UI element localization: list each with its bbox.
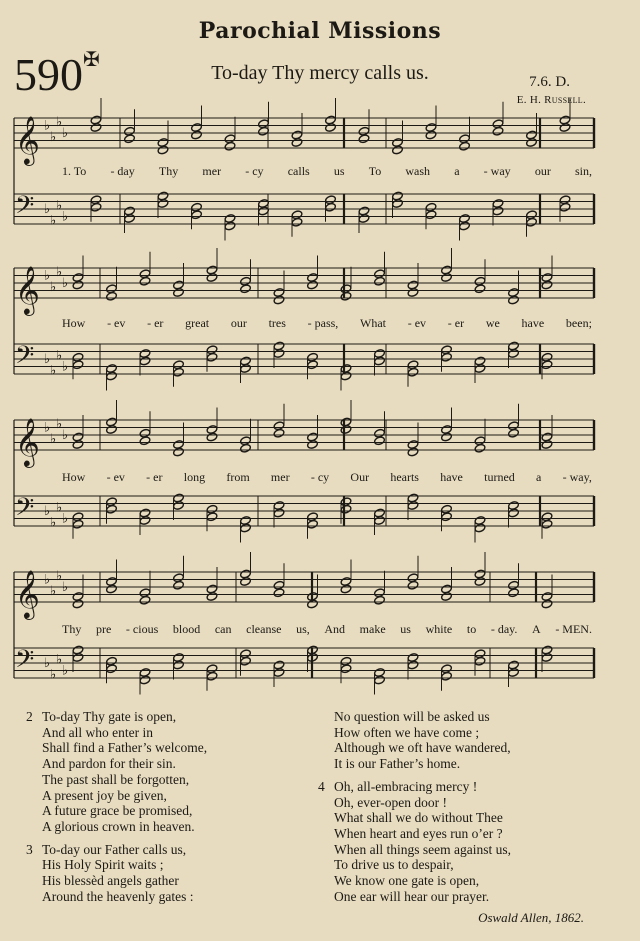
- note-head: [340, 664, 352, 674]
- flat-sign: ♭: [44, 201, 51, 216]
- lyric-syllable: can: [214, 622, 232, 636]
- note-head: [240, 284, 252, 294]
- lyric-syllable: long: [183, 470, 206, 484]
- flat-sign: ♭: [50, 278, 57, 294]
- verse-line: [318, 810, 618, 826]
- note-head: [441, 432, 453, 442]
- note-head: [374, 276, 386, 286]
- verse-line: [318, 740, 618, 756]
- flat-sign: ♭: [44, 267, 51, 283]
- note-head: [325, 123, 337, 133]
- note-head: [474, 284, 486, 294]
- note-head: [508, 508, 520, 518]
- note-head: [407, 660, 419, 670]
- note-head: [72, 653, 84, 663]
- note-head: [307, 599, 319, 609]
- note-head: [206, 592, 218, 602]
- stanza: [26, 709, 306, 835]
- verse-text: A present joy be given,: [42, 787, 167, 803]
- note-head: [157, 199, 169, 209]
- note-head: [407, 288, 419, 298]
- note-head: [474, 577, 486, 587]
- lyric-syllable: - way,: [562, 470, 592, 484]
- note-head: [392, 199, 404, 209]
- verse-line: [318, 779, 618, 795]
- note-head: [273, 508, 285, 518]
- treble-clef: 𝄞: [15, 265, 40, 314]
- note-head: [374, 595, 386, 605]
- note-head: [72, 599, 84, 609]
- flat-sign: ♭: [56, 651, 63, 667]
- note-head: [273, 588, 285, 598]
- section-title: Parochial Missions: [198, 18, 442, 44]
- lyric-syllable: - way: [483, 164, 511, 178]
- note-head: [206, 671, 218, 681]
- lyric-syllable: white: [425, 622, 453, 636]
- lyric-syllable: - day: [110, 164, 135, 178]
- note-head: [240, 656, 252, 666]
- note-head: [240, 523, 252, 533]
- verse-line: [26, 772, 306, 788]
- lyric-syllable: us: [333, 164, 345, 178]
- verse-line: [318, 795, 618, 811]
- verse-text: Oh, all-embracing mercy !: [334, 778, 478, 794]
- verse-line: [318, 873, 618, 889]
- lyric-syllable: 1. To: [62, 164, 87, 178]
- verse-text: No question will be asked us: [334, 709, 490, 724]
- verse-text: Around the heavenly gates :: [42, 888, 194, 904]
- note-head: [441, 671, 453, 681]
- lyric-syllable: sin,: [574, 164, 592, 178]
- note-head: [106, 584, 118, 594]
- note-head: [206, 432, 218, 442]
- note-head: [106, 425, 118, 435]
- lyric-syllable: blood: [172, 622, 201, 636]
- author-name: Oswald Allen,: [478, 910, 552, 925]
- verse-text: How often we have come ;: [334, 724, 480, 740]
- note-head: [224, 221, 236, 231]
- verse-text: His blessèd angels gather: [42, 873, 179, 889]
- note-head: [492, 206, 504, 216]
- lyric-line: [62, 470, 592, 485]
- note-head: [340, 291, 352, 301]
- lyric-syllable: And: [324, 622, 346, 636]
- lyric-line: [62, 622, 592, 637]
- verse-text: And pardon for their sin.: [42, 756, 176, 772]
- note-head: [407, 501, 419, 511]
- lyric-syllable: wash: [405, 164, 431, 178]
- flat-sign: ♭: [44, 571, 51, 587]
- meter: 7.6. D.: [529, 74, 570, 90]
- flat-sign: ♭: [44, 351, 51, 366]
- note-head: [474, 364, 486, 374]
- flat-sign: ♭: [50, 582, 57, 598]
- stanza: [318, 709, 618, 772]
- note-head: [273, 668, 285, 678]
- flat-sign: ♭: [62, 275, 69, 290]
- verses-left: [26, 709, 306, 911]
- lyric-syllable: To: [368, 164, 382, 178]
- flat-sign: ♭: [62, 125, 69, 140]
- lyric-syllable: - cy: [245, 164, 264, 178]
- note-head: [240, 577, 252, 587]
- note-head: [139, 675, 151, 685]
- verse-line: [26, 819, 306, 835]
- flat-sign: ♭: [62, 358, 69, 374]
- lyric-syllable: hearts: [390, 470, 419, 484]
- note-head: [474, 443, 486, 453]
- author-year: 1862.: [554, 910, 584, 925]
- note-head: [206, 352, 218, 362]
- note-head: [474, 656, 486, 666]
- flat-sign: ♭: [44, 117, 51, 133]
- hymn-title: To-day Thy mercy calls us.: [211, 62, 429, 84]
- verse-text: To-day Thy gate is open,: [42, 709, 177, 724]
- note-head: [441, 512, 453, 522]
- note-head: [526, 217, 538, 227]
- note-head: [106, 664, 118, 674]
- verse-text: We know one gate is open,: [334, 873, 480, 889]
- note-head: [374, 675, 386, 685]
- flat-sign: ♭: [50, 514, 57, 530]
- lyric-syllable: mer: [270, 470, 290, 484]
- verse-line: [26, 873, 306, 889]
- verse-text: His Holy Spirit waits ;: [42, 857, 164, 873]
- verse-text: When all things seem against us,: [334, 841, 511, 857]
- verse-text: The past shall be forgotten,: [42, 771, 190, 787]
- lyric-syllable: pre: [95, 622, 112, 636]
- cross-mark: ✠: [83, 49, 100, 71]
- verse-text: Although we oft have wandered,: [334, 740, 511, 756]
- lyric-line: [62, 316, 592, 331]
- lyric-syllable: us,: [296, 622, 310, 636]
- lyric-syllable: make: [359, 622, 386, 636]
- verse-text: To drive us to despair,: [334, 857, 454, 873]
- note-head: [459, 221, 471, 231]
- note-head: [340, 504, 352, 514]
- flat-sign: ♭: [56, 347, 63, 363]
- composer: E. H. Russell.: [516, 94, 586, 106]
- verse-number: 4: [318, 778, 325, 794]
- lyric-line: [62, 164, 592, 179]
- lyric-syllable: a: [454, 164, 460, 178]
- verse-line: [318, 709, 618, 725]
- verse-line: [318, 826, 618, 842]
- note-head: [508, 349, 520, 359]
- stanza: [26, 842, 306, 905]
- note-head: [541, 360, 553, 370]
- flat-sign: ♭: [50, 128, 57, 144]
- bass-clef: 𝄢: [15, 493, 35, 528]
- note-head: [307, 280, 319, 290]
- note-head: [173, 447, 185, 457]
- note-head: [358, 134, 370, 144]
- verse-line: [26, 857, 306, 873]
- bass-clef: 𝄢: [15, 341, 35, 376]
- note-head: [240, 443, 252, 453]
- verses-right: [318, 709, 618, 911]
- note-head: [358, 214, 370, 224]
- lyric-syllable: a: [536, 470, 542, 484]
- lyric-syllable: - cy: [310, 470, 330, 484]
- lyric-syllable: tres: [268, 316, 286, 330]
- note-head: [541, 653, 553, 663]
- note-head: [340, 371, 352, 381]
- lyric-syllable: A: [532, 622, 541, 636]
- note-head: [273, 295, 285, 305]
- verse-line: [318, 725, 618, 741]
- lyric-syllable: from: [226, 470, 250, 484]
- verse-line: [26, 842, 306, 858]
- note-head: [307, 360, 319, 370]
- lyric-syllable: us: [400, 622, 411, 636]
- flat-sign: ♭: [56, 415, 63, 431]
- note-head: [340, 584, 352, 594]
- note-head: [541, 440, 553, 450]
- flat-sign: ♭: [56, 113, 63, 129]
- note-head: [508, 428, 520, 438]
- lyric-syllable: been;: [565, 316, 592, 330]
- note-head: [474, 523, 486, 533]
- note-head: [459, 141, 471, 151]
- verse-line: [318, 756, 618, 772]
- note-head: [374, 516, 386, 526]
- note-head: [291, 217, 303, 227]
- note-head: [541, 599, 553, 609]
- lyric-syllable: mer: [202, 164, 222, 178]
- lyric-syllable: - day.: [490, 622, 518, 636]
- note-head: [124, 214, 136, 224]
- note-head: [273, 349, 285, 359]
- note-head: [374, 436, 386, 446]
- note-head: [441, 592, 453, 602]
- flat-sign: ♭: [50, 362, 57, 378]
- lyric-syllable: our: [230, 316, 247, 330]
- note-head: [106, 291, 118, 301]
- note-head: [541, 519, 553, 529]
- lyric-syllable: Thy: [158, 164, 179, 178]
- lyric-syllable: great: [185, 316, 210, 330]
- flat-sign: ♭: [56, 263, 63, 279]
- note-head: [307, 440, 319, 450]
- note-head: [559, 123, 571, 133]
- note-head: [273, 428, 285, 438]
- note-head: [173, 288, 185, 298]
- flat-sign: ♭: [56, 499, 63, 515]
- lyric-syllable: - cious: [125, 622, 159, 636]
- verse-line: [318, 889, 618, 905]
- note-head: [173, 660, 185, 670]
- flat-sign: ♭: [44, 503, 51, 518]
- verse-text: And all who enter in: [42, 724, 153, 740]
- note-head: [106, 371, 118, 381]
- flat-sign: ♭: [44, 419, 51, 435]
- verse-text: A glorious crown in heaven.: [42, 818, 195, 834]
- note-head: [72, 360, 84, 370]
- verse-line: [26, 725, 306, 741]
- lyric-syllable: our: [534, 164, 551, 178]
- bass-clef: 𝄢: [15, 191, 35, 226]
- lyric-syllable: - er: [447, 316, 465, 330]
- lyric-syllable: What: [360, 316, 387, 330]
- lyric-syllable: Thy: [62, 622, 82, 636]
- flat-sign: ♭: [50, 666, 57, 682]
- flat-sign: ♭: [62, 662, 69, 678]
- verse-line: [318, 842, 618, 858]
- lyric-syllable: calls: [287, 164, 310, 178]
- lyric-syllable: - pass,: [307, 316, 339, 330]
- verse-number: 2: [26, 709, 33, 724]
- verse-line: [26, 788, 306, 804]
- note-head: [72, 440, 84, 450]
- note-head: [191, 210, 203, 220]
- note-head: [407, 447, 419, 457]
- lyric-syllable: we: [485, 316, 500, 330]
- treble-clef: 𝄞: [15, 115, 40, 164]
- note-head: [157, 145, 169, 155]
- flat-sign: ♭: [62, 579, 69, 594]
- verse-text: It is our Father’s home.: [334, 756, 461, 772]
- stanza: [318, 779, 618, 905]
- note-head: [206, 512, 218, 522]
- flat-sign: ♭: [62, 427, 69, 442]
- verse-text: Shall find a Father’s welcome,: [42, 740, 208, 756]
- note-head: [392, 145, 404, 155]
- note-head: [407, 580, 419, 590]
- note-head: [425, 130, 437, 140]
- note-head: [291, 138, 303, 148]
- verse-number: 3: [26, 841, 33, 857]
- note-head: [559, 202, 571, 212]
- note-head: [72, 519, 84, 529]
- note-head: [139, 356, 151, 366]
- verse-line: [26, 803, 306, 819]
- lyric-syllable: How: [62, 316, 86, 330]
- lyric-syllable: Our: [350, 470, 370, 484]
- verse-line: [26, 740, 306, 756]
- note-head: [173, 501, 185, 511]
- verse-line: [318, 857, 618, 873]
- note-head: [124, 134, 136, 144]
- flat-sign: ♭: [50, 212, 57, 228]
- verse-text: A future grace be promised,: [42, 803, 193, 819]
- note-head: [139, 276, 151, 286]
- flat-sign: ♭: [50, 430, 57, 446]
- lyric-syllable: - er: [147, 316, 164, 330]
- note-head: [224, 141, 236, 151]
- note-head: [340, 425, 352, 435]
- note-head: [90, 202, 102, 212]
- lyric-syllable: cleanse: [246, 622, 282, 636]
- note-head: [492, 126, 504, 136]
- note-head: [508, 588, 520, 598]
- verse-line: [26, 756, 306, 772]
- note-head: [191, 130, 203, 140]
- note-head: [541, 280, 553, 290]
- lyric-syllable: have: [521, 316, 545, 330]
- lyric-syllable: - ev: [107, 316, 126, 330]
- lyric-syllable: - ev: [106, 470, 125, 484]
- note-head: [173, 367, 185, 377]
- treble-clef: 𝄞: [15, 569, 40, 618]
- lyric-syllable: turned: [484, 470, 515, 484]
- note-head: [441, 273, 453, 283]
- note-head: [240, 364, 252, 374]
- verse-text: What shall we do without Thee: [334, 810, 503, 826]
- flat-sign: ♭: [44, 655, 51, 670]
- note-head: [106, 504, 118, 514]
- verse-text: To-day our Father calls us,: [42, 841, 187, 857]
- note-head: [374, 356, 386, 366]
- flat-sign: ♭: [62, 208, 69, 224]
- flat-sign: ♭: [62, 510, 69, 526]
- lyric-syllable: - MEN.: [555, 622, 592, 636]
- note-head: [90, 123, 102, 133]
- note-head: [139, 516, 151, 526]
- verse-text: One ear will hear our prayer.: [334, 888, 490, 904]
- note-head: [139, 595, 151, 605]
- note-head: [307, 519, 319, 529]
- note-head: [325, 202, 337, 212]
- treble-clef: 𝄞: [15, 417, 40, 466]
- verse-line: [26, 889, 306, 905]
- note-head: [139, 436, 151, 446]
- author: [478, 910, 584, 926]
- hymn-number-text: 590: [14, 49, 83, 100]
- note-head: [407, 367, 419, 377]
- note-head: [526, 138, 538, 148]
- lyric-syllable: have: [440, 470, 463, 484]
- note-head: [72, 280, 84, 290]
- note-head: [508, 668, 520, 678]
- lyric-syllable: How: [62, 470, 86, 484]
- flat-sign: ♭: [56, 567, 63, 583]
- note-head: [173, 580, 185, 590]
- note-head: [425, 210, 437, 220]
- bass-clef: 𝄢: [15, 645, 35, 680]
- verse-line: [26, 709, 306, 725]
- note-head: [441, 352, 453, 362]
- verse-text: When heart and eyes run o’er ?: [334, 825, 503, 841]
- lyric-syllable: to: [466, 622, 477, 636]
- verse-text: Oh, ever-open door !: [334, 794, 447, 810]
- note-head: [508, 295, 520, 305]
- note-head: [206, 273, 218, 283]
- lyric-syllable: - ev: [407, 316, 427, 330]
- flat-sign: ♭: [56, 197, 63, 213]
- lyric-syllable: - er: [146, 470, 163, 484]
